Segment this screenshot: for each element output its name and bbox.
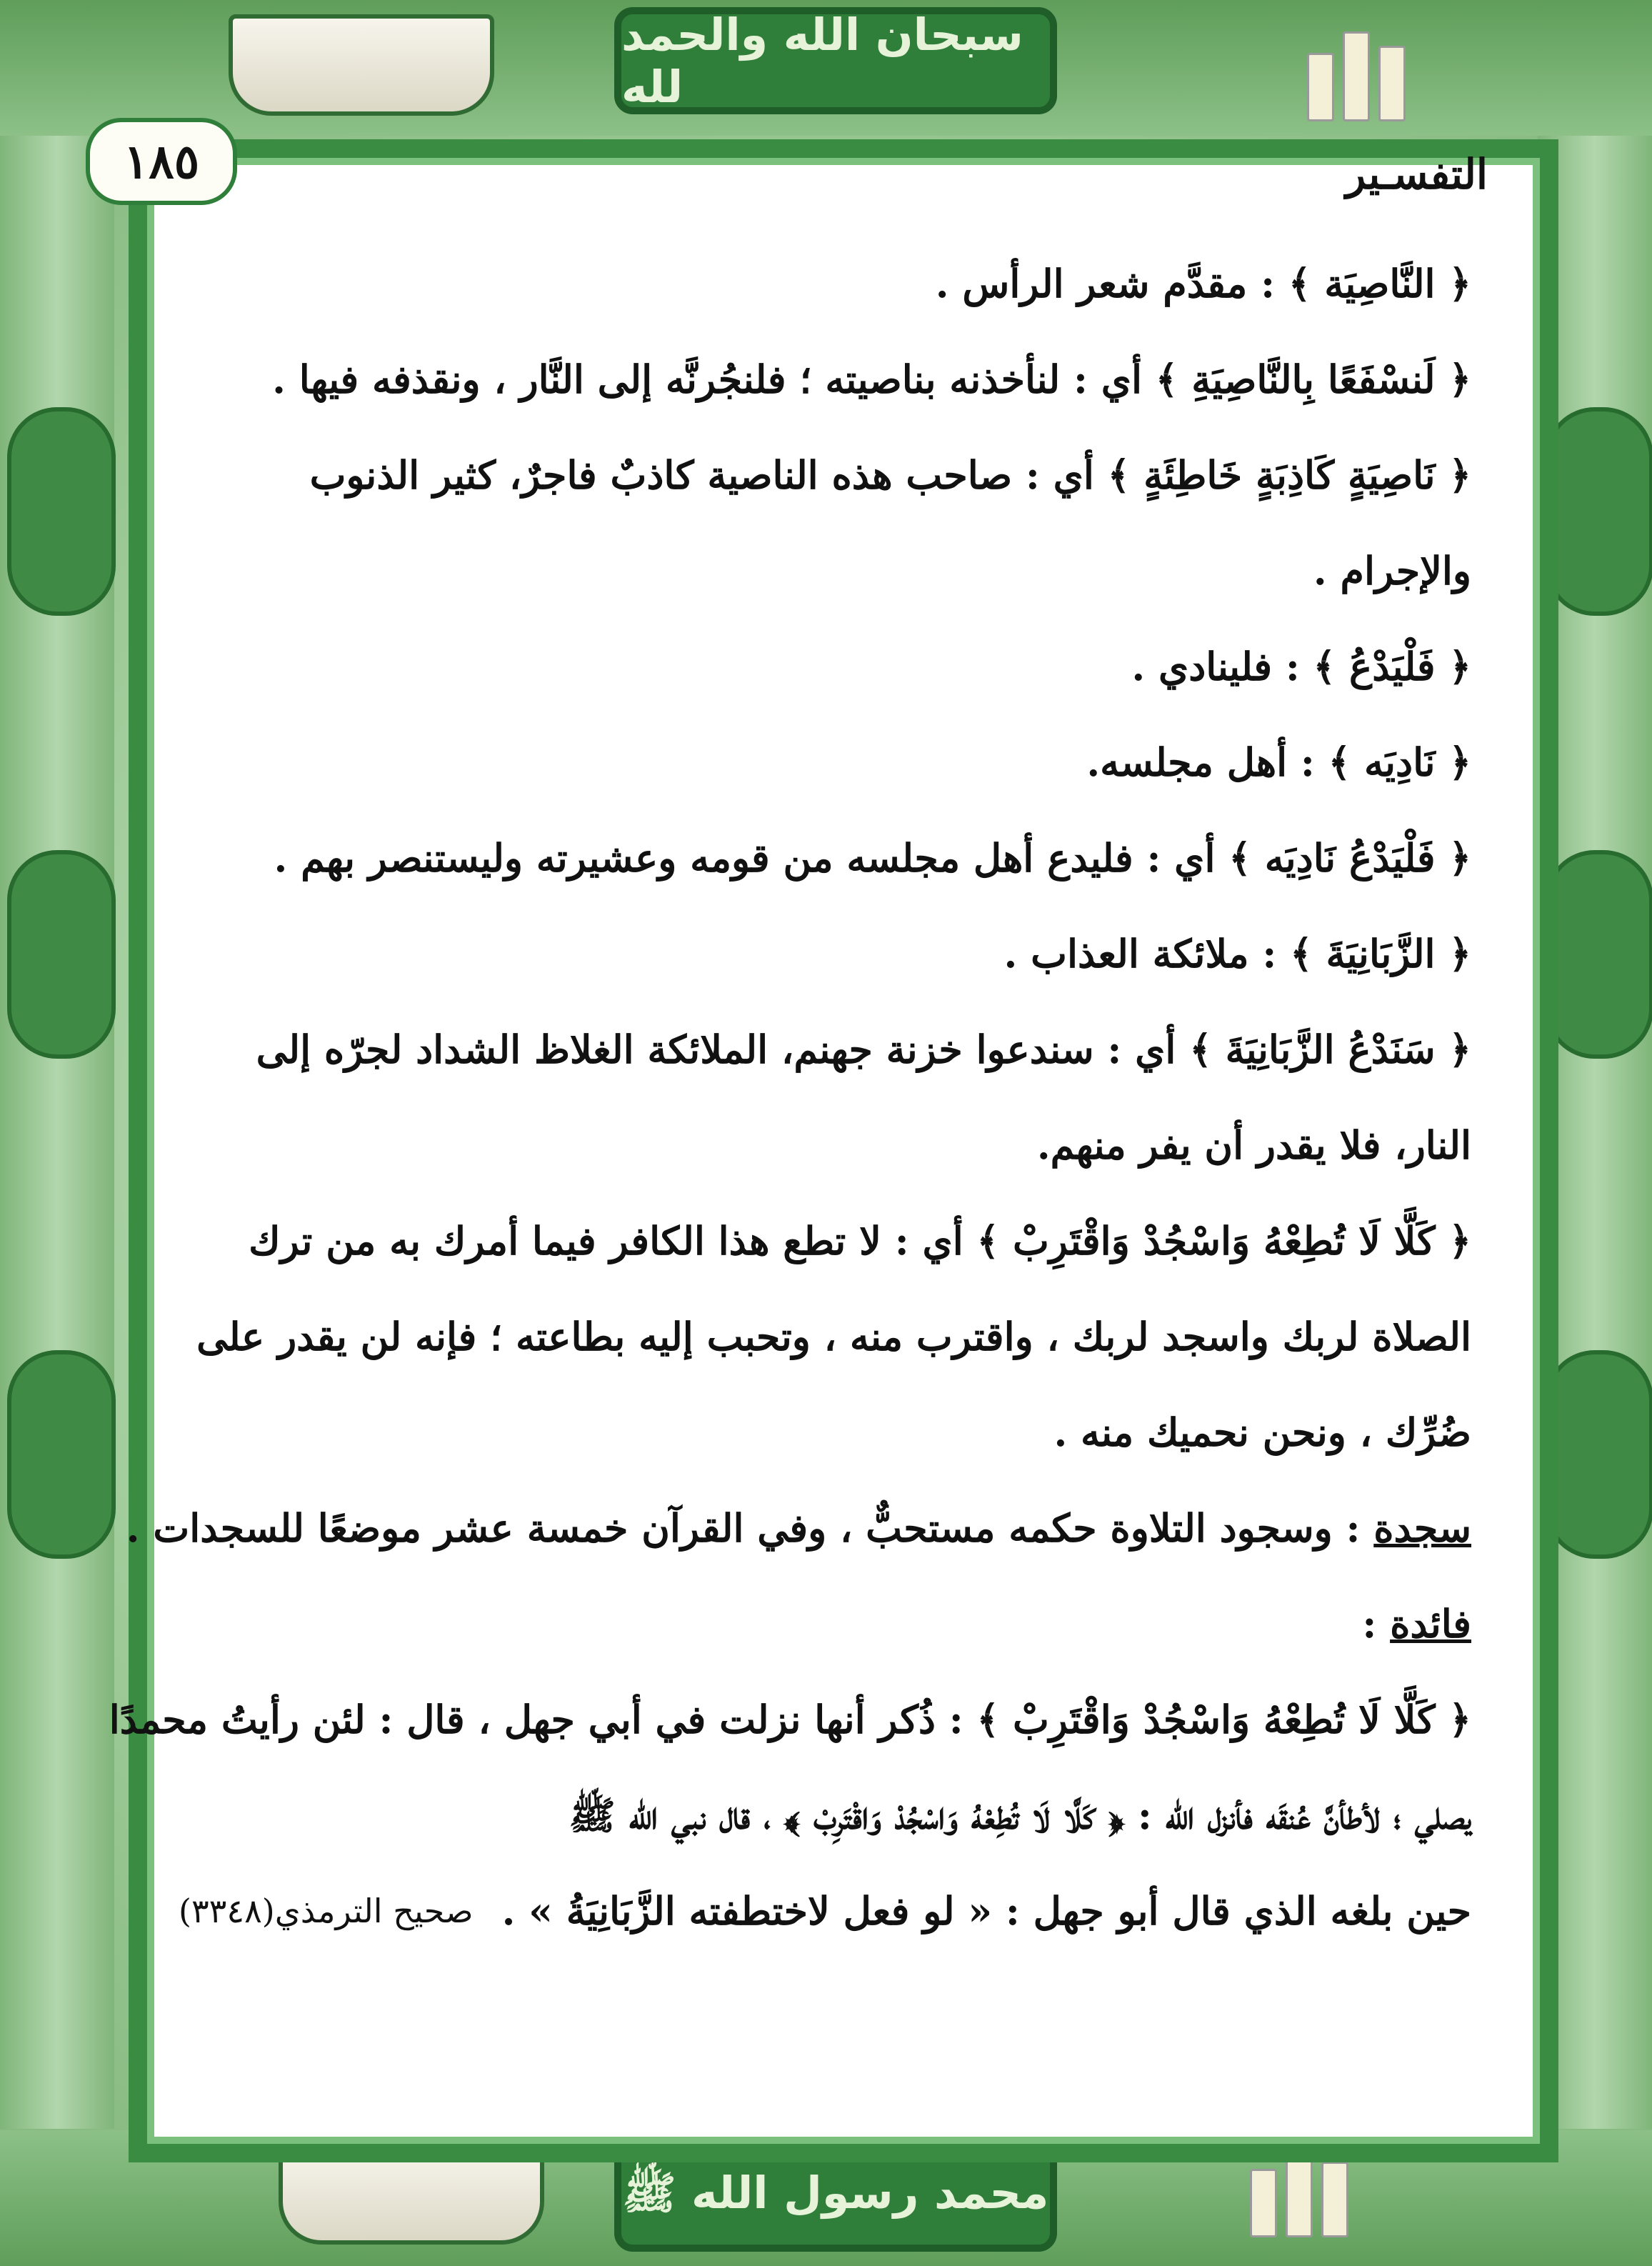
sajda-label: سجدة <box>1373 1505 1471 1551</box>
text-line: ضُرِّك ، ونحن نحميك منه . <box>1053 1409 1471 1455</box>
calligraphy-medallion <box>1545 407 1652 616</box>
text-line: والإجرام . <box>1313 548 1471 594</box>
page-number: ١٨٥ <box>86 118 237 205</box>
section-title: التفسـير <box>1346 150 1488 199</box>
candles-icon <box>1300 14 1414 121</box>
sajda-note <box>126 1480 1471 1576</box>
bottom-banner: محمد رسول الله ﷺ <box>614 2145 1057 2252</box>
text-line: النار، فلا يقدر أن يفر منهم. <box>1036 1122 1471 1168</box>
open-book-icon <box>229 14 494 116</box>
faida-line: حين بلغه الذي قال أبو جهل : « لو فعل لاختطفته الزَّبَانِيَةُ » . <box>501 1888 1471 1934</box>
sajda-text: : وسجود التلاوة حكمه مستحبٌّ ، وفي القرآن خمسة عشر موضعًا للسجدات . <box>126 1505 1361 1551</box>
faida-heading <box>179 1576 1471 1672</box>
calligraphy-medallion <box>1545 1350 1652 1559</box>
text-line: ﴿ نَاصِيَةٍ كَاذِبَةٍ خَاطِئَةٍ ﴾ أي : صاحب هذه الناصية كاذبٌ فاجرٌ، كثير الذنوب <box>309 452 1471 498</box>
calligraphy-medallion <box>1545 850 1652 1059</box>
top-banner: سبحان الله والحمد لله <box>614 7 1057 114</box>
text-line: ﴿ فَلْيَدْعُ نَادِيَه ﴾ أي : فليدع أهل مجلسه من قومه وعشيرته وليستنصر بهم . <box>274 835 1471 881</box>
text-line: ﴿ الزَّبَانِيَةَ ﴾ : ملائكة العذاب . <box>1003 931 1471 977</box>
calligraphy-medallion <box>7 850 116 1059</box>
text-line: ﴿ نَادِيَه ﴾ : أهل مجلسه. <box>1086 739 1471 785</box>
text-line: ﴿ فَلْيَدْعُ ﴾ : فلينادي . <box>1131 644 1471 689</box>
faida-colon: : <box>1362 1601 1377 1647</box>
calligraphy-medallion <box>7 1350 116 1559</box>
text-line: الصلاة لربك واسجد لربك ، واقترب منه ، وتحبب إليه بطاعته ؛ فإنه لن يقدر على <box>196 1314 1471 1359</box>
text-line: ﴿ لَنسْفَعًا بِالنَّاصِيَةِ ﴾ أي : لنأخذنه بناصيته ؛ فلنجُرنَّه إلى النَّار ، ونقذفه فيها . <box>272 356 1471 402</box>
text-line: ﴿ النَّاصِيَة ﴾ : مقدَّم شعر الرأس . <box>935 261 1471 306</box>
calligraphy-medallion <box>7 407 116 616</box>
faida-label: فائدة <box>1390 1601 1471 1647</box>
text-line: ﴿ كَلَّا لَا تُطِعْهُ وَاسْجُدْ وَاقْتَرِبْ ﴾ أي : لا تطع هذا الكافر فيما أمرك به من ترك <box>249 1218 1471 1264</box>
faida-line: يصلي ؛ لأطأنَّ عُنقَه فأنزل الله : ﴿ كَلَّا لَا تُطِعْهُ وَاسْجُدْ وَاقْتَرِبْ ﴾ ، قال نبي الله ﷺ <box>569 1792 1471 1838</box>
faida-last-line <box>179 1863 1471 1959</box>
text-line: ﴿ سَنَدْعُ الزَّبَانِيَةَ ﴾ أي : سندعوا خزنة جهنم، الملائكة الغلاظ الشداد لجرّه إلى <box>256 1027 1471 1072</box>
hadith-source: صحيح الترمذي(٣٣٤٨) <box>179 1892 474 1930</box>
faida-line: ﴿ كَلَّا لَا تُطِعْهُ وَاسْجُدْ وَاقْتَرِبْ ﴾ : ذُكر أنها نزلت في أبي جهل ، قال : لئن رأيتُ محمدًا <box>109 1697 1471 1742</box>
left-decorative-panel <box>0 136 114 2129</box>
tafsir-content <box>109 236 1471 1959</box>
